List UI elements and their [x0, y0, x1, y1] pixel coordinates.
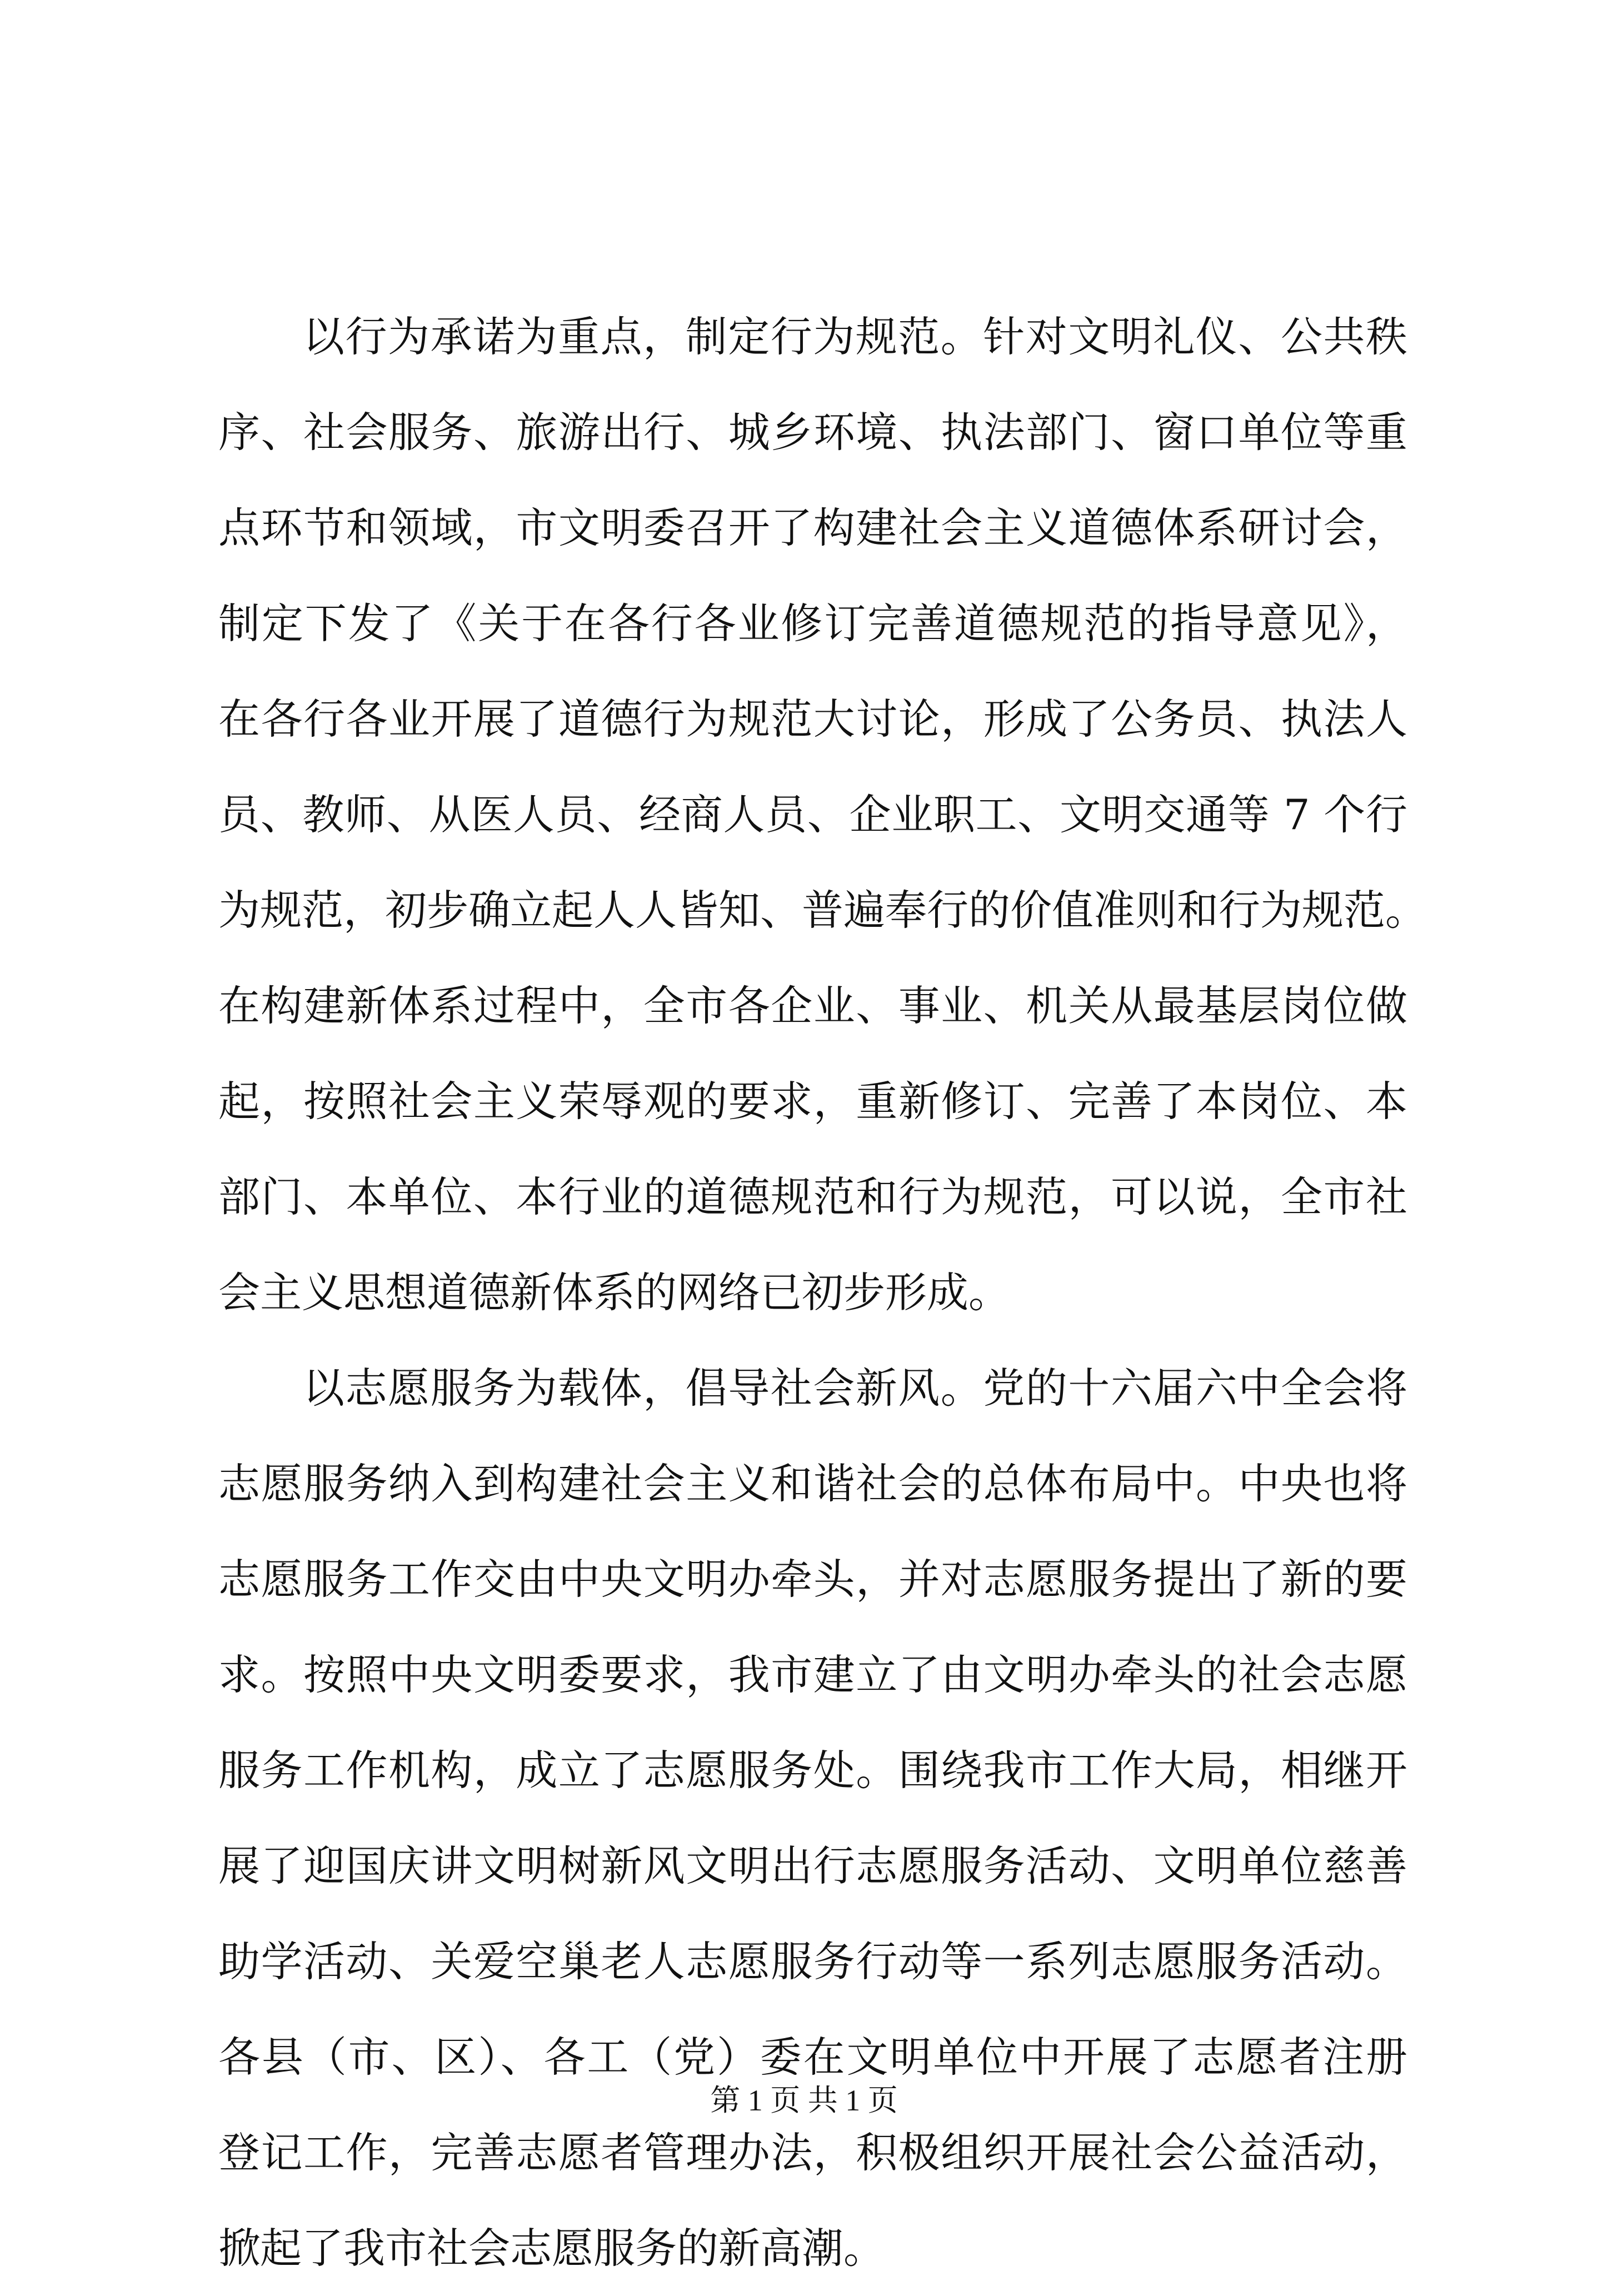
- text-line: 展了迎国庆讲文明树新风文明出行志愿服务活动、文明单位慈善: [218, 1841, 1407, 1890]
- text-line: 员、教师、从医人员、经商人员、企业职工、文明交通等 7 个行: [218, 790, 1407, 839]
- text-line: 点环节和领域，市文明委召开了构建社会主义道德体系研讨会，: [218, 503, 1407, 552]
- text-line: 各县（市、区）、各工（党）委在文明单位中开展了志愿者注册: [218, 2033, 1407, 2082]
- text-line: 求。按照中央文明委要求，我市建立了由文明办牵头的社会志愿: [218, 1650, 1407, 1699]
- text-line: 助学活动、关爱空巢老人志愿服务行动等一系列志愿服务活动。: [218, 1937, 1407, 1986]
- text-line: 以志愿服务为载体，倡导社会新风。党的十六届六中全会将: [303, 1364, 1407, 1412]
- text-line: 起，按照社会主义荣辱观的要求，重新修订、完善了本岗位、本: [218, 1077, 1407, 1126]
- text-line: 会主义思想道德新体系的网络已初步形成。: [218, 1268, 1011, 1317]
- text-line: 序、社会服务、旅游出行、城乡环境、执法部门、窗口单位等重: [218, 408, 1407, 457]
- text-line: 在构建新体系过程中，全市各企业、事业、机关从最基层岗位做: [218, 981, 1407, 1030]
- text-line: 志愿服务工作交由中央文明办牵头，并对志愿服务提出了新的要: [218, 1555, 1407, 1604]
- paragraph-2: [218, 1340, 1407, 2296]
- text-line: 以行为承诺为重点，制定行为规范。针对文明礼仪、公共秩: [303, 312, 1407, 361]
- text-line: 掀起了我市社会志愿服务的新高潮。: [218, 2224, 886, 2273]
- text-line: 服务工作机构，成立了志愿服务处。围绕我市工作大局，相继开: [218, 1746, 1407, 1795]
- page-footer: 第 1 页 共 1 页: [710, 2084, 898, 2117]
- text-line: 部门、本单位、本行业的道德规范和行为规范，可以说，全市社: [218, 1172, 1407, 1221]
- text-line: 在各行各业开展了道德行为规范大讨论，形成了公务员、执法人: [218, 695, 1407, 743]
- document-body: [218, 289, 1427, 2296]
- paragraph-1: [218, 289, 1427, 1340]
- text-line: 登记工作，完善志愿者管理办法，积极组织开展社会公益活动，: [218, 2128, 1407, 2177]
- text-line: 志愿服务纳入到构建社会主义和谐社会的总体布局中。中央也将: [218, 1459, 1407, 1508]
- text-line: 制定下发了《关于在各行各业修订完善道德规范的指导意见》，: [218, 599, 1407, 648]
- text-line: 为规范，初步确立起人人皆知、普遍奉行的价值准则和行为规范。: [218, 886, 1427, 935]
